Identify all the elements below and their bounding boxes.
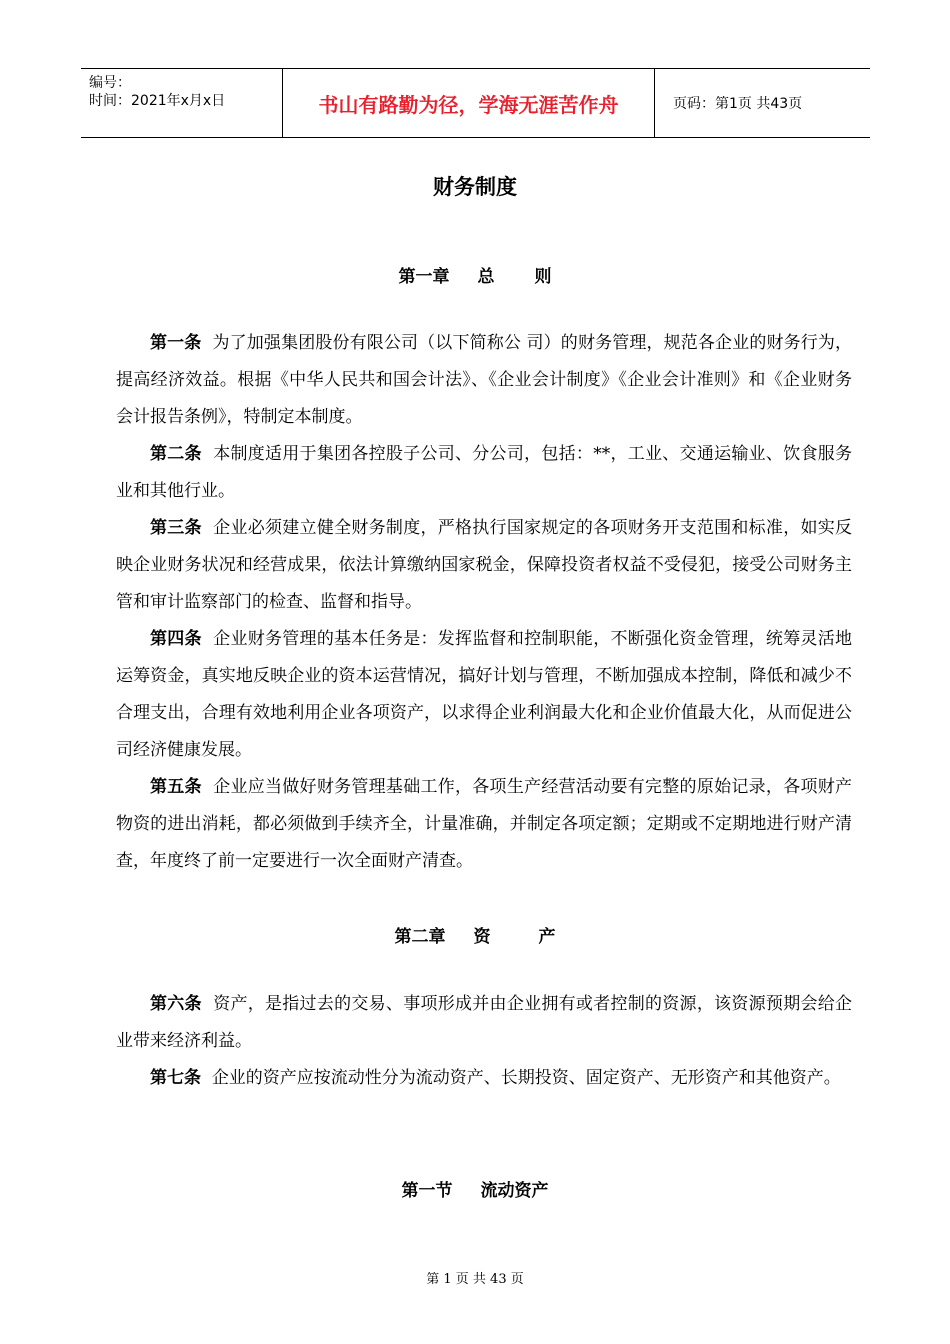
article-7 [116, 1060, 852, 1097]
page-info-text: 页码：第1页 共43页 [673, 96, 803, 112]
article-number: 第二条 [150, 444, 202, 464]
article-text: 为了加强集团股份有限公司（以下简称公 司）的财务管理，规范各企业的财务行为，提高经济效益。根据《中华人民共和国会计法》、《企业会计制度》《企业会计准则》和《企业财务会计报告条例》，特制定本制度。 [116, 333, 853, 427]
article-number: 第三条 [150, 518, 202, 538]
chapter-heading-2 [0, 922, 950, 947]
section-label: 第一节 [401, 1181, 453, 1201]
chapter-label: 第二章 [394, 927, 446, 947]
article-2 [116, 436, 852, 510]
chapter-name-a: 资 [473, 927, 491, 947]
header-meta-cell [81, 69, 283, 137]
section-name: 流动资产 [480, 1181, 549, 1201]
document-title: 财务制度 [433, 175, 517, 199]
header-page-info [664, 69, 870, 137]
article-text: 企业必须建立健全财务制度，严格执行国家规定的各项财务开支范围和标准，如实反映企业财务状况和经营成果，依法计算缴纳国家税金，保障投资者权益不受侵犯，接受公司财务主管和审计监察部门的检查、监督和指导。 [116, 518, 853, 612]
chapter-name-a: 总 [477, 267, 495, 287]
chapter-name-b: 产 [538, 927, 556, 947]
article-text: 企业应当做好财务管理基础工作，各项生产经营活动要有完整的原始记录，各项财产物资的进出消耗，都必须做到手续齐全，计量准确，并制定各项定额；定期或不定期地进行财产清查，年度终了前一定要进行一次全面财产清查。 [116, 777, 853, 871]
article-6 [116, 986, 852, 1060]
chapter-name-b: 则 [534, 267, 552, 287]
article-number: 第一条 [150, 333, 202, 353]
page-footer: 第 1 页 共 43 页 [426, 1272, 524, 1287]
number-label: 编号： [89, 75, 131, 91]
time-label: 时间：2021年x月x日 [89, 93, 226, 109]
article-text: 企业的资产应按流动性分为流动资产、长期投资、固定资产、无形资产和其他资产。 [211, 1068, 841, 1088]
article-text: 企业财务管理的基本任务是：发挥监督和控制职能，不断强化资金管理，统筹灵活地运筹资金，真实地反映企业的资本运营情况，搞好计划与管理，不断加强成本控制，降低和减少不合理支出，合理有效地利用企业各项资产，以求得企业利润最大化和企业价值最大化，从而促进公司经济健康发展。 [116, 629, 853, 760]
section-heading-1 [0, 1176, 950, 1201]
article-4 [116, 621, 852, 769]
article-number: 第五条 [150, 777, 202, 797]
article-5 [116, 769, 852, 880]
article-3 [116, 510, 852, 621]
article-number: 第七条 [150, 1068, 201, 1088]
article-text: 资产，是指过去的交易、事项形成并由企业拥有或者控制的资源，该资源预期会给企业带来经济利益。 [116, 994, 853, 1051]
article-number: 第四条 [150, 629, 202, 649]
header-motto: 书山有路勤为径，学海无涯苦作舟 [283, 69, 655, 137]
header-table [81, 68, 870, 138]
article-1 [116, 325, 852, 436]
article-text: 本制度适用于集团各控股子公司、分公司，包括：**，工业、交通运输业、饮食服务业和其他行业。 [116, 444, 853, 501]
chapter-label: 第一章 [398, 267, 450, 287]
article-number: 第六条 [150, 994, 202, 1014]
chapter-heading-1 [0, 262, 950, 287]
